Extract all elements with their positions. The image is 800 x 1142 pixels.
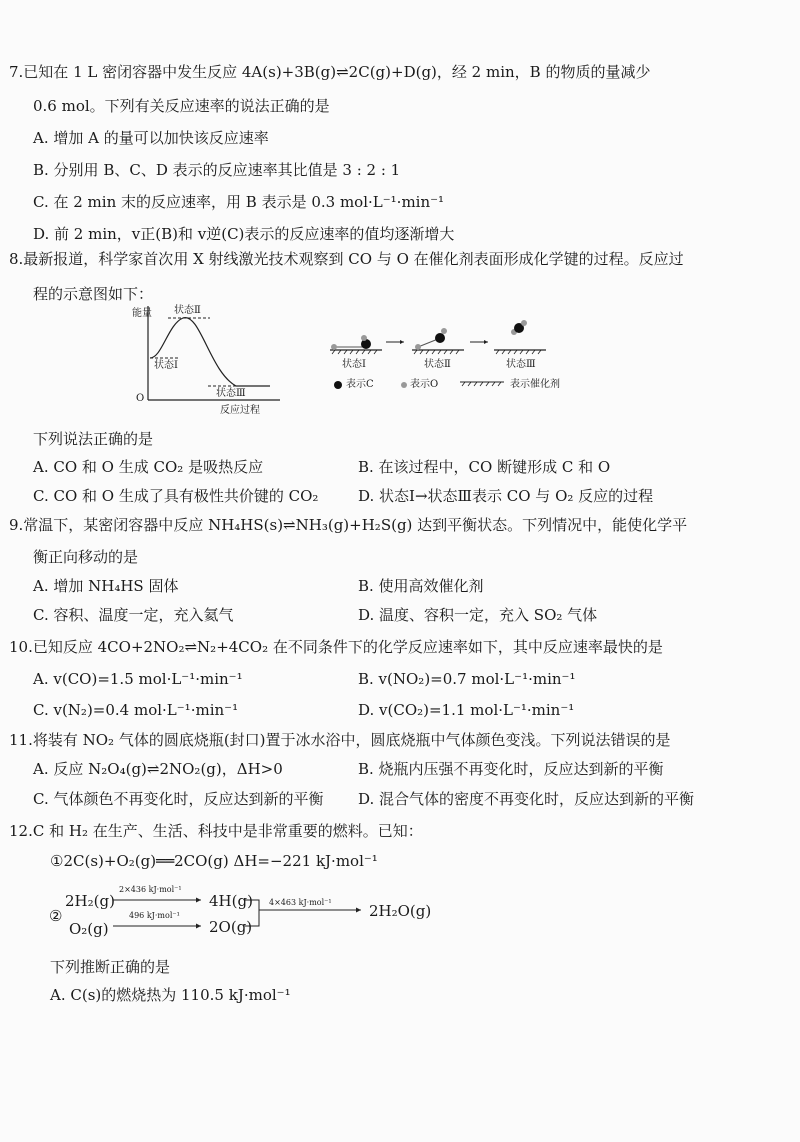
x-axis-label: 反应过程: [220, 405, 260, 416]
legend-o-dot: [401, 382, 407, 388]
state1-label: 状态Ⅰ: [154, 360, 178, 371]
energy-diagram: [120, 302, 290, 422]
eq2-o2-energy: 496 kJ·mol⁻¹: [129, 911, 180, 920]
q7-option-a: A. 增加 A 的量可以加快该反应速率: [33, 129, 269, 147]
eq2-h2: 2H₂(g): [65, 892, 115, 910]
q12-equation-1: ①2C(s)+O₂(g)══2CO(g) ΔH=−221 kJ·mol⁻¹: [50, 852, 378, 870]
eq2-h2-energy: 2×436 kJ·mol⁻¹: [119, 885, 182, 894]
surface-state3-label: 状态Ⅲ: [506, 359, 536, 370]
q7-option-d: D. 前 2 min，v正(B)和 v逆(C)表示的反应速率的值均逐渐增大: [33, 225, 455, 243]
q12-prompt: 下列推断正确的是: [50, 958, 171, 976]
q7-stem-line1: 7.已知在 1 L 密闭容器中发生反应 4A(s)+3B(g)⇌2C(g)+D(g)，经 2 min，B 的物质的量减少: [9, 63, 651, 81]
eq2-h-atoms: 4H(g): [209, 892, 253, 910]
q8-option-d: D. 状态Ⅰ→状态Ⅲ表示 CO 与 O₂ 反应的过程: [358, 487, 654, 505]
q12-equation-2-scheme: [45, 880, 465, 940]
q11-stem-line1: 11.将装有 NO₂ 气体的圆底烧瓶(封口)置于冰水浴中，圆底烧瓶中气体颜色变浅。下列说法错误的是: [9, 731, 671, 749]
q11-option-a: A. 反应 N₂O₄(g)⇌2NO₂(g)，ΔH>0: [33, 760, 283, 778]
q10-option-b: B. v(NO₂)=0.7 mol·L⁻¹·min⁻¹: [358, 670, 576, 688]
o-atom-2: [441, 328, 447, 334]
q8-stem-line2: 程的示意图如下：: [33, 285, 154, 303]
q10-option-a: A. v(CO)=1.5 mol·L⁻¹·min⁻¹: [33, 670, 243, 688]
q9-stem-line2: 衡正向移动的是: [33, 548, 139, 566]
energy-curve: [150, 318, 270, 386]
eq2-o-atoms: 2O(g): [209, 918, 253, 936]
eq2-marker: ②: [49, 907, 63, 925]
catalyst-surface-3: [494, 350, 546, 354]
state3-label: 状态Ⅲ: [216, 388, 246, 399]
q9-option-a: A. 增加 NH₄HS 固体: [33, 577, 179, 595]
o-atom-surface-2: [415, 344, 421, 350]
q8-option-c: C. CO 和 O 生成了具有极性共价键的 CO₂: [33, 487, 319, 505]
q11-option-b: B. 烧瓶内压强不再变化时，反应达到新的平衡: [358, 760, 664, 778]
eq2-bond-energy: 4×463 kJ·mol⁻¹: [269, 898, 332, 907]
legend-c-dot: [334, 381, 342, 389]
origin-label: O: [136, 393, 145, 404]
catalyst-surface-2: [412, 350, 464, 354]
legend-c-label: 表示C: [346, 379, 374, 390]
q9-option-c: C. 容积、温度一定，充入氦气: [33, 606, 234, 624]
q7-option-c: C. 在 2 min 末的反应速率，用 B 表示是 0.3 mol·L⁻¹·min⁻¹: [33, 193, 445, 211]
q10-option-d: D. v(CO₂)=1.1 mol·L⁻¹·min⁻¹: [358, 701, 575, 719]
eq2-o2: O₂(g): [69, 920, 109, 938]
q12-option-a: A. C(s)的燃烧热为 110.5 kJ·mol⁻¹: [50, 986, 291, 1004]
y-axis-label: 能量: [132, 308, 152, 319]
o-atom-3b: [521, 320, 527, 326]
q12-stem-line1: 12.C 和 H₂ 在生产、生活、科技中是非常重要的燃料。已知：: [9, 822, 423, 840]
eq2-product: 2H₂O(g): [369, 902, 432, 920]
legend-catalyst-label: 表示催化剂: [510, 379, 560, 390]
q11-option-d: D. 混合气体的密度不再变化时，反应达到新的平衡: [358, 790, 695, 808]
q7-stem-line2: 0.6 mol。下列有关反应速率的说法正确的是: [33, 97, 330, 115]
q9-stem-line1: 9.常温下，某密闭容器中反应 NH₄HS(s)⇌NH₃(g)+H₂S(g) 达到平衡状态。下列情况中，能使化学平: [9, 516, 688, 534]
surface-diagram: [320, 318, 590, 398]
catalyst-surface-1: [330, 350, 382, 354]
q9-option-d: D. 温度、容积一定，充入 SO₂ 气体: [358, 606, 598, 624]
surface-state1-label: 状态Ⅰ: [342, 359, 366, 370]
q7-option-b: B. 分别用 B、C、D 表示的反应速率其比值是 3 : 2 : 1: [33, 161, 401, 179]
q10-stem-line1: 10.已知反应 4CO+2NO₂⇌N₂+4CO₂ 在不同条件下的化学反应速率如下，其中反应速率最快的是: [9, 638, 663, 656]
q8-option-a: A. CO 和 O 生成 CO₂ 是吸热反应: [33, 458, 264, 476]
q8-stem-line1: 8.最新报道，科学家首次用 X 射线激光技术观察到 CO 与 O 在催化剂表面形成化学键的过程。反应过: [9, 250, 684, 268]
q11-option-c: C. 气体颜色不再变化时，反应达到新的平衡: [33, 790, 324, 808]
o-atom-surface-1: [331, 344, 337, 350]
q9-option-b: B. 使用高效催化剂: [358, 577, 484, 595]
state2-label: 状态Ⅱ: [174, 305, 201, 316]
legend-o-label: 表示O: [410, 379, 439, 390]
o-atom-1: [361, 335, 367, 341]
q8-option-b: B. 在该过程中，CO 断键形成 C 和 O: [358, 458, 611, 476]
surface-state2-label: 状态Ⅱ: [424, 359, 451, 370]
q8-prompt: 下列说法正确的是: [33, 430, 154, 448]
c-atom-2: [435, 333, 445, 343]
q10-option-c: C. v(N₂)=0.4 mol·L⁻¹·min⁻¹: [33, 701, 239, 719]
legend-catalyst-hatch: [460, 382, 504, 386]
